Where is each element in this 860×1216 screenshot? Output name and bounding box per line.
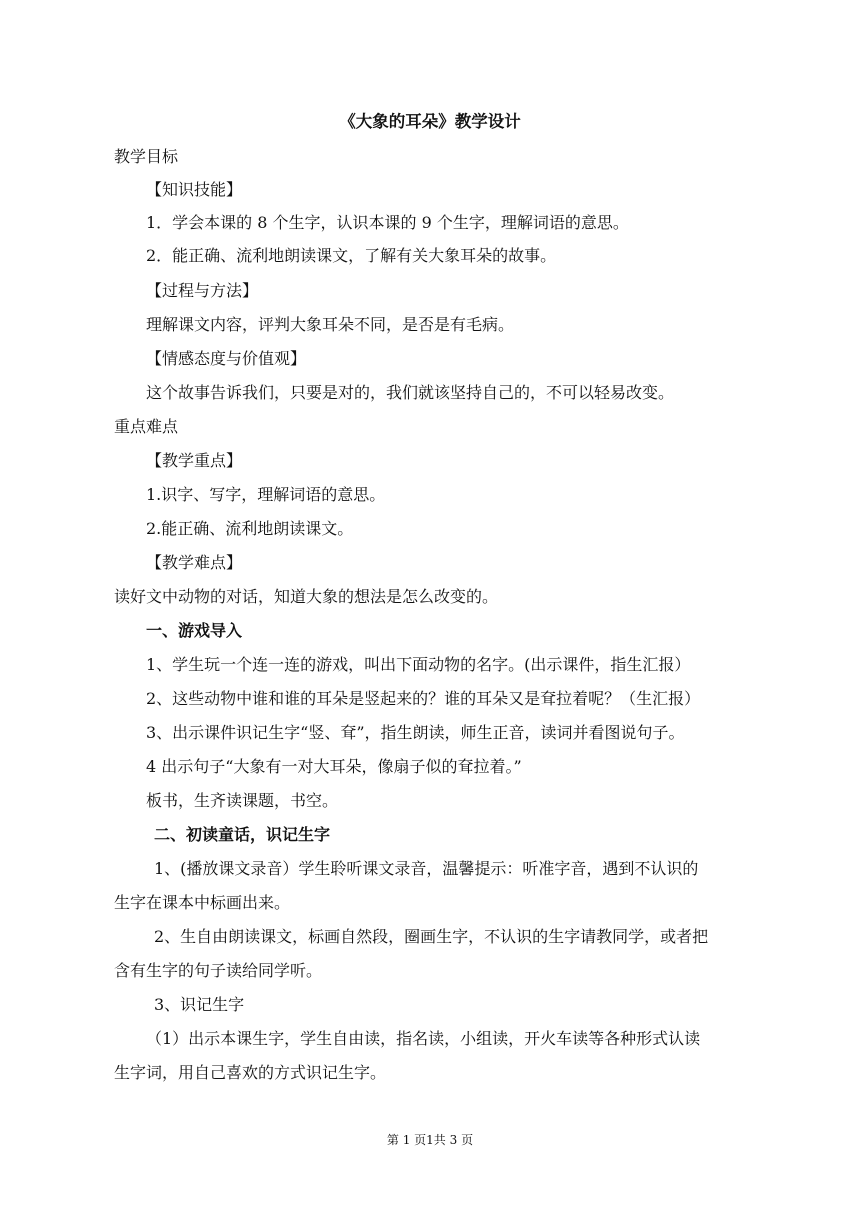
section2-item-2-line-2: 含有生字的句子读给同学听。 bbox=[114, 961, 323, 980]
section2-heading: 二、初读童话，识记生字 bbox=[154, 825, 331, 844]
difficulty-heading: 【教学难点】 bbox=[146, 553, 243, 572]
goals-heading: 教学目标 bbox=[114, 147, 179, 166]
process-heading: 【过程与方法】 bbox=[146, 281, 259, 300]
key-item-1: 1.识字、写字，理解词语的意思。 bbox=[146, 485, 386, 504]
section2-item-2-line-1: 2、生自由朗读课文，标画自然段，圈画生字，不认识的生字请教同学，或者把 bbox=[154, 927, 709, 946]
section1-heading: 一、游戏导入 bbox=[146, 621, 243, 640]
section1-item-3: 3、出示课件识记生字“竖、耷”，指生朗读，师生正音，读词并看图说句子。 bbox=[146, 723, 685, 742]
process-text: 理解课文内容，评判大象耳朵不同，是否是有毛病。 bbox=[146, 315, 515, 334]
section2-item-3a-line-1: （1）出示本课生字，学生自由读，指名读，小组读，开火车读等各种形式认读 bbox=[146, 1029, 701, 1048]
section2-item-1-line-2: 生字在课本中标画出来。 bbox=[114, 893, 291, 912]
emotion-heading: 【情感态度与价值观】 bbox=[146, 349, 307, 368]
key-item-2: 2.能正确、流利地朗读课文。 bbox=[146, 519, 354, 538]
section1-item-5: 板书，生齐读课题，书空。 bbox=[146, 791, 339, 810]
key-heading: 【教学重点】 bbox=[146, 451, 243, 470]
section1-item-1: 1、学生玩一个连一连的游戏，叫出下面动物的名字。(出示课件，指生汇报） bbox=[146, 655, 691, 674]
section2-item-3: 3、识记生字 bbox=[154, 995, 245, 1014]
emotion-text: 这个故事告诉我们，只要是对的，我们就该坚持自己的，不可以轻易改变。 bbox=[146, 383, 675, 402]
section2-item-1-line-1: 1、(播放课文录音）学生聆听课文录音，温馨提示：听准字音，遇到不认识的 bbox=[154, 859, 699, 878]
page-title: 《大象的耳朵》教学设计 bbox=[339, 112, 521, 131]
section1-item-4: 4 出示句子“大象有一对大耳朵，像扇子似的耷拉着。” bbox=[146, 757, 522, 776]
section2-item-3a-line-2: 生字词，用自己喜欢的方式识记生字。 bbox=[114, 1063, 387, 1082]
knowledge-heading: 【知识技能】 bbox=[146, 180, 243, 199]
focus-heading: 重点难点 bbox=[114, 417, 179, 436]
knowledge-item-2: 2．能正确、流利地朗读课文，了解有关大象耳朵的故事。 bbox=[146, 246, 557, 265]
page-footer: 第 1 页1共 3 页 bbox=[386, 1133, 474, 1147]
knowledge-item-1: 1．学会本课的 8 个生字，认识本课的 9 个生字，理解词语的意思。 bbox=[146, 213, 629, 232]
section1-item-2: 2、这些动物中谁和谁的耳朵是竖起来的？谁的耳朵又是耷拉着呢？（生汇报） bbox=[146, 689, 701, 708]
difficulty-text: 读好文中动物的对话，知道大象的想法是怎么改变的。 bbox=[114, 587, 499, 606]
